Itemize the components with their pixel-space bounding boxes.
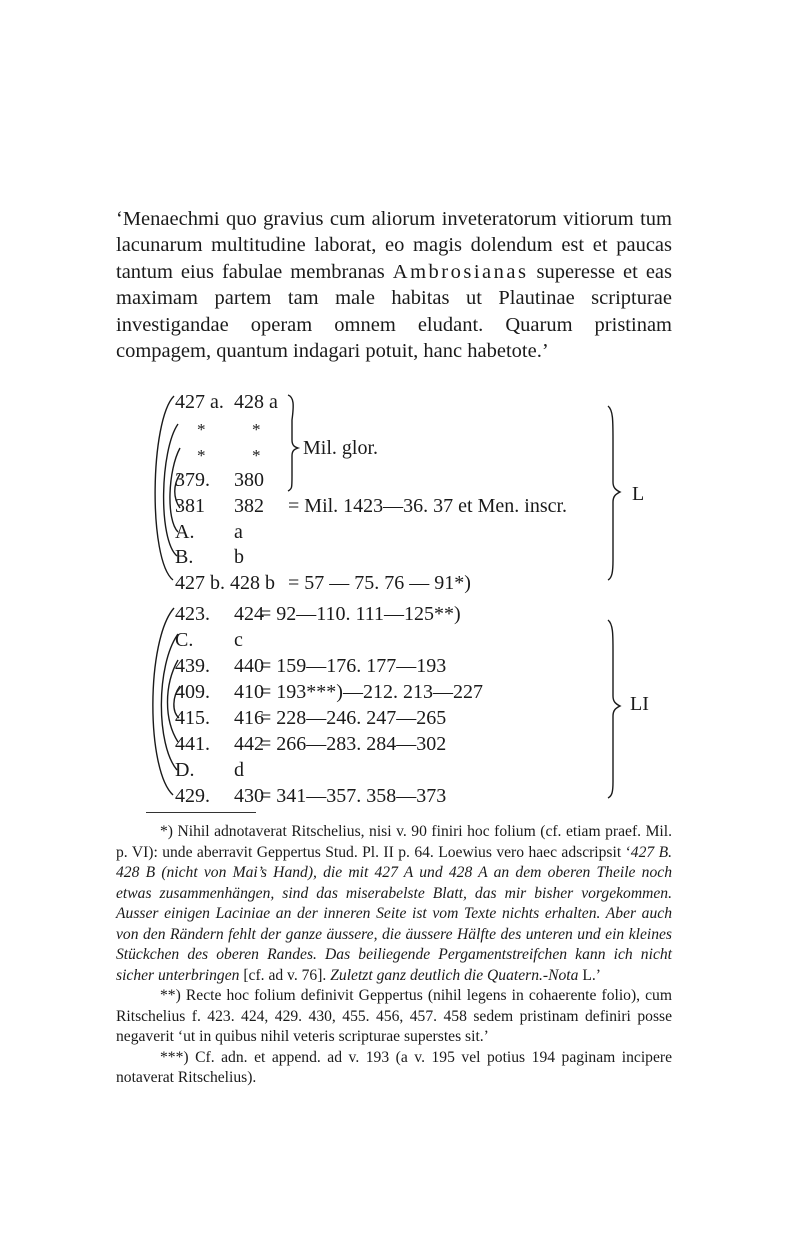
mil-glor-brace bbox=[288, 395, 298, 491]
footnote-1-quote-2: Zuletzt ganz deutlich die Quatern.-Nota bbox=[330, 966, 579, 984]
leaf-letter: D. bbox=[175, 759, 195, 781]
leaf-letter: a bbox=[234, 521, 243, 543]
leaf-letter: b bbox=[234, 546, 244, 568]
quire-brace-li bbox=[608, 620, 620, 798]
leaf-letter: d bbox=[234, 759, 244, 781]
leaf-number: 427 a. bbox=[175, 391, 224, 413]
leaf-number: 439. bbox=[175, 655, 210, 677]
leaf-number: 382 bbox=[234, 495, 264, 517]
verse-range: = Mil. 1423—36. 37 et Men. inscr. bbox=[288, 495, 568, 517]
leaf-number: 423. bbox=[175, 603, 210, 625]
verse-range: = 159—176. 177—193 bbox=[260, 655, 447, 677]
footnote-1-text-end: L.’ bbox=[578, 966, 601, 984]
leaf-number: 381 bbox=[175, 495, 205, 517]
pairing-curve bbox=[155, 396, 174, 580]
footnote-1-quote: 427 B. 428 B (nicht von Mai’s Hand), die mit 427 A und 428 A an dem oberen Theile noch etwas zusammenhängen, sind das miserabelste Blatt, das mir bisher vorgekommen. Ausser einigen Laciniae an der inneren Seite ist vom Texte nichts erhalten. Aber auch von den Rändern fehlt der ganze äussere, die äussere Hälfte des unteren und ein kleines Stückchen des oberen Randes. Das beiliegende Pergamentstreifchen kann ich nicht sicher unterbringen bbox=[116, 843, 673, 984]
footnote-1-text-mid: [cf. ad v. 76]. bbox=[239, 966, 331, 984]
footnote-1 bbox=[116, 822, 672, 986]
footnotes bbox=[116, 822, 672, 1089]
leaf-number: 380 bbox=[234, 469, 264, 491]
leaf-letter: A. bbox=[175, 521, 195, 543]
leaf-number: 429. bbox=[175, 785, 210, 807]
footnote-rule bbox=[146, 812, 256, 813]
leaf-letter: c bbox=[234, 629, 243, 651]
missing-leaf-mark: * bbox=[252, 420, 261, 439]
footnote-1-text: *) Nihil adnotaverat Ritschelius, nisi v. 90 finiri hoc folium (cf. etiam praef. Mil. p. VI): unde aberravit Geppertus Stud. Pl. II p. 64. Loewius vero haec adscripsit ‘ bbox=[116, 823, 672, 861]
missing-leaf-mark: * bbox=[197, 446, 206, 465]
leaf-letter: C. bbox=[175, 629, 194, 651]
footnote-2: **) Recte hoc folium definivit Geppertus (nihil legens in cohaerente folio), cum Ritschelius f. 423. 424, 429. 430, 455. 456, 457. 458 sedem pristinam definiri posse negaverit ‘ut in quibus nihil veteris scripturae superstes sit.’ bbox=[116, 987, 672, 1045]
mil-glor-label: Mil. glor. bbox=[303, 437, 379, 459]
leaf-number: 442 bbox=[234, 733, 264, 755]
verse-range: = 228—246. 247—265 bbox=[260, 707, 447, 729]
quire-brace-l bbox=[608, 406, 620, 580]
footnote-3: ***) Cf. adn. et append. ad v. 193 (a v. 195 vel potius 194 paginam incipere notaverat Ritschelius). bbox=[116, 1048, 672, 1086]
verse-range: = 341—357. 358—373 bbox=[260, 785, 447, 807]
missing-leaf-mark: * bbox=[252, 446, 261, 465]
verse-range: = 92—110. 111—125**) bbox=[260, 603, 461, 625]
leaf-letter: B. bbox=[175, 546, 194, 568]
intro-text-1: ‘Menaechmi quo gravius cum aliorum inveteratorum vitiorum tum lacunarum multitudine laborat, eo magis dolendum est et paucas tantum eius fabulae membranas bbox=[116, 208, 672, 283]
leaf-number: 441. bbox=[175, 733, 210, 755]
leaf-number: 409. bbox=[175, 681, 210, 703]
leaf-number: 424 bbox=[234, 603, 264, 625]
leaf-number: 427 b. 428 b bbox=[175, 572, 275, 594]
missing-leaf-mark: * bbox=[197, 420, 206, 439]
leaf-number: 416 bbox=[234, 707, 264, 729]
leaf-number: 410 bbox=[234, 681, 264, 703]
verse-range: = 266—283. 284—302 bbox=[260, 733, 447, 755]
intro-paragraph bbox=[116, 206, 672, 364]
intro-text-2: superesse et eas maximam partem tam male habitas ut Plautinae scripturae investigandae operam omnem eludant. Quarum pristinam compagem, quantum indagari potuit, hanc habetote.’ bbox=[116, 260, 672, 363]
leaf-number: 440 bbox=[234, 655, 264, 677]
leaf-number: 430 bbox=[234, 785, 264, 807]
leaf-number: 415. bbox=[175, 707, 210, 729]
verse-range: = 57 — 75. 76 — 91*) bbox=[288, 572, 471, 594]
side-label-l: L bbox=[632, 483, 645, 505]
leaf-number: 428 a bbox=[234, 391, 278, 413]
leaf-number: 379. bbox=[175, 469, 210, 491]
verse-range: = 193***)—212. 213—227 bbox=[260, 681, 483, 703]
side-label-li: LI bbox=[630, 693, 649, 715]
intro-spaced-word: Ambrosianas bbox=[392, 260, 529, 283]
pairing-curve bbox=[153, 608, 174, 795]
